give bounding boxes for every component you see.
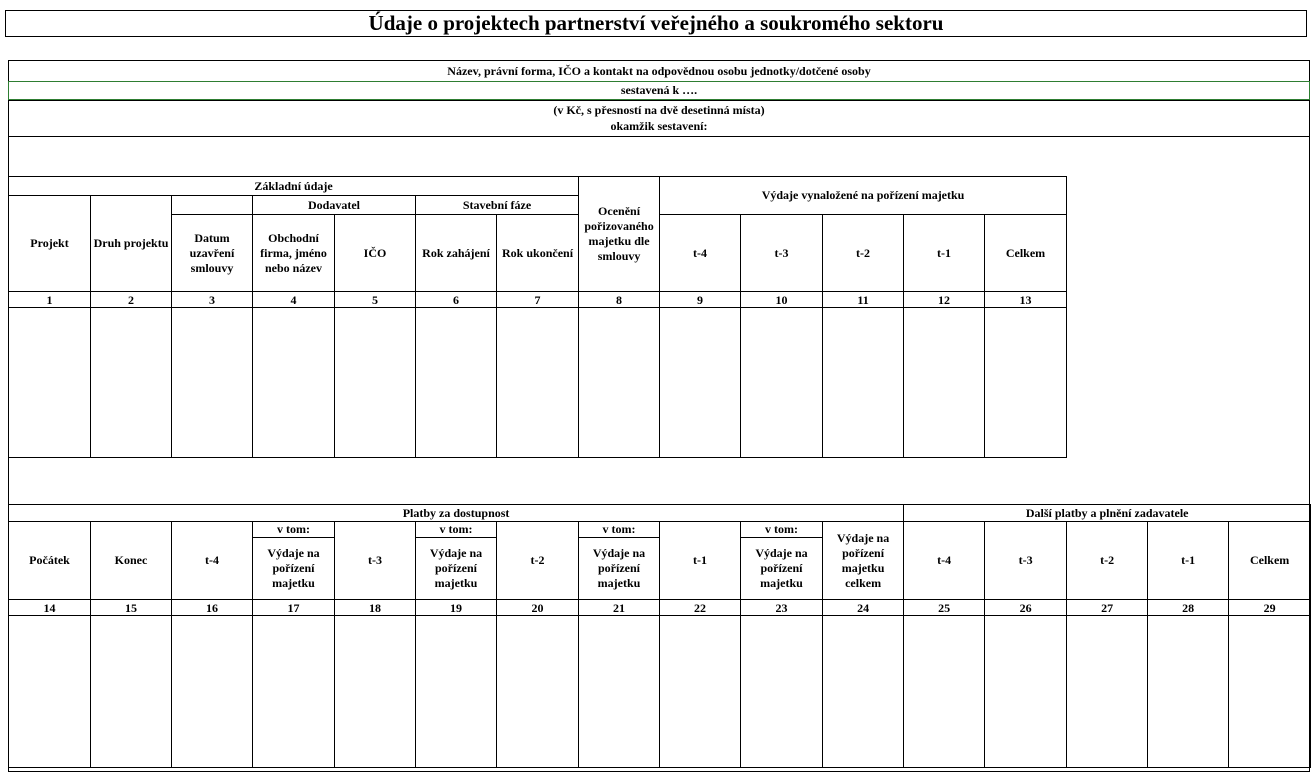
col-number: 29: [1229, 600, 1311, 616]
col-t4: t-4: [172, 522, 253, 600]
col-number: 23: [741, 600, 823, 616]
table-projects: [8, 176, 1067, 458]
data-cell[interactable]: [9, 616, 91, 768]
col-rok-ukonceni: Rok ukončení: [497, 215, 579, 292]
col-number: 13: [985, 292, 1067, 308]
data-cell[interactable]: [823, 616, 904, 768]
header-moment-line: okamžik sestavení:: [610, 119, 708, 133]
col-dalsi-t2: t-2: [1067, 522, 1148, 600]
data-cell[interactable]: [1229, 616, 1311, 768]
col-t4: t-4: [660, 215, 741, 292]
col-number: 16: [172, 600, 253, 616]
col-vydaje-celkem: Výdaje na pořízení majetku celkem: [823, 522, 904, 600]
group-stavebni-header: Stavební fáze: [416, 196, 579, 215]
data-cell[interactable]: [904, 616, 985, 768]
data-cell[interactable]: [91, 616, 172, 768]
data-cell[interactable]: [335, 616, 416, 768]
data-cell[interactable]: [416, 616, 497, 768]
data-cell[interactable]: [1148, 616, 1229, 768]
col-t3: t-3: [741, 215, 823, 292]
header-entity-line: Název, právní forma, IČO a kontakt na odpovědnou osobu jednotky/dotčené osoby: [447, 64, 871, 78]
data-cell[interactable]: [172, 616, 253, 768]
data-cell[interactable]: [497, 616, 579, 768]
col-number: 8: [579, 292, 660, 308]
data-cell[interactable]: [660, 308, 741, 458]
divider: [8, 100, 1310, 101]
col-number: 21: [579, 600, 660, 616]
col-dalsi-t3: t-3: [985, 522, 1067, 600]
col-number: 17: [253, 600, 335, 616]
col-number: 7: [497, 292, 579, 308]
v-tom-label: v tom:: [741, 522, 823, 538]
col-vydaje-porizeni: Výdaje na pořízení majetku: [741, 538, 823, 600]
col-number: 19: [416, 600, 497, 616]
col-projekt: Projekt: [9, 196, 91, 292]
col-number: 5: [335, 292, 416, 308]
col-number: 24: [823, 600, 904, 616]
col-konec: Konec: [91, 522, 172, 600]
data-cell[interactable]: [660, 616, 741, 768]
col-number: 26: [985, 600, 1067, 616]
col-number: 6: [416, 292, 497, 308]
data-cell[interactable]: [497, 308, 579, 458]
group-vydaje-header: Výdaje vynaložené na pořízení majetku: [660, 177, 1067, 215]
col-number: 3: [172, 292, 253, 308]
col-datum: Datum uzavření smlouvy: [172, 215, 253, 292]
col-dalsi-celkem: Celkem: [1229, 522, 1311, 600]
col-pocatek: Počátek: [9, 522, 91, 600]
col-druh: Druh projektu: [91, 196, 172, 292]
col-number: 15: [91, 600, 172, 616]
divider: [8, 136, 1310, 137]
data-cell[interactable]: [335, 308, 416, 458]
col-rok-zahajeni: Rok zahájení: [416, 215, 497, 292]
empty-cell: [172, 196, 253, 215]
data-cell[interactable]: [91, 308, 172, 458]
col-dalsi-t4: t-4: [904, 522, 985, 600]
group-dodavatel-header: Dodavatel: [253, 196, 416, 215]
col-number: 4: [253, 292, 335, 308]
data-cell[interactable]: [253, 616, 335, 768]
col-vydaje-porizeni: Výdaje na pořízení majetku: [579, 538, 660, 600]
data-cell[interactable]: [416, 308, 497, 458]
col-number: 14: [9, 600, 91, 616]
v-tom-label: v tom:: [253, 522, 335, 538]
col-number: 1: [9, 292, 91, 308]
col-obchodni: Obchodní firma, jméno nebo název: [253, 215, 335, 292]
data-cell[interactable]: [985, 308, 1067, 458]
group-basic-header: Základní údaje: [9, 177, 579, 196]
data-cell[interactable]: [1067, 616, 1148, 768]
col-t1: t-1: [660, 522, 741, 600]
col-number: 28: [1148, 600, 1229, 616]
col-number: 2: [91, 292, 172, 308]
col-oceneni: Ocenění pořizovaného majetku dle smlouvy: [579, 177, 660, 292]
col-dalsi-t1: t-1: [1148, 522, 1229, 600]
data-cell[interactable]: [9, 308, 91, 458]
data-cell[interactable]: [985, 616, 1067, 768]
col-number: 25: [904, 600, 985, 616]
col-t2: t-2: [497, 522, 579, 600]
col-number: 20: [497, 600, 579, 616]
col-number: 9: [660, 292, 741, 308]
col-number: 12: [904, 292, 985, 308]
data-cell[interactable]: [904, 308, 985, 458]
col-t3: t-3: [335, 522, 416, 600]
col-celkem: Celkem: [985, 215, 1067, 292]
data-cell[interactable]: [741, 308, 823, 458]
data-cell[interactable]: [579, 616, 660, 768]
col-vydaje-porizeni: Výdaje na pořízení majetku: [416, 538, 497, 600]
group-platby-header: Platby za dostupnost: [9, 505, 904, 522]
group-dalsi-header: Další platby a plnění zadavatele: [904, 505, 1311, 522]
col-number: 22: [660, 600, 741, 616]
page-title: Údaje o projektech partnerství veřejného a soukromého sektoru: [5, 10, 1307, 37]
data-cell[interactable]: [579, 308, 660, 458]
col-t1: t-1: [904, 215, 985, 292]
col-number: 18: [335, 600, 416, 616]
v-tom-label: v tom:: [416, 522, 497, 538]
col-t2: t-2: [823, 215, 904, 292]
col-number: 11: [823, 292, 904, 308]
col-ico: IČO: [335, 215, 416, 292]
table-payments: [8, 504, 1311, 768]
header-units-line: (v Kč, s přesností na dvě desetinná místa): [553, 103, 765, 117]
col-number: 10: [741, 292, 823, 308]
col-number: 27: [1067, 600, 1148, 616]
header-date-line: sestavená k ….: [620, 83, 698, 97]
col-vydaje-porizeni: Výdaje na pořízení majetku: [253, 538, 335, 600]
data-cell[interactable]: [253, 308, 335, 458]
data-cell[interactable]: [741, 616, 823, 768]
data-cell[interactable]: [823, 308, 904, 458]
data-cell[interactable]: [172, 308, 253, 458]
v-tom-label: v tom:: [579, 522, 660, 538]
